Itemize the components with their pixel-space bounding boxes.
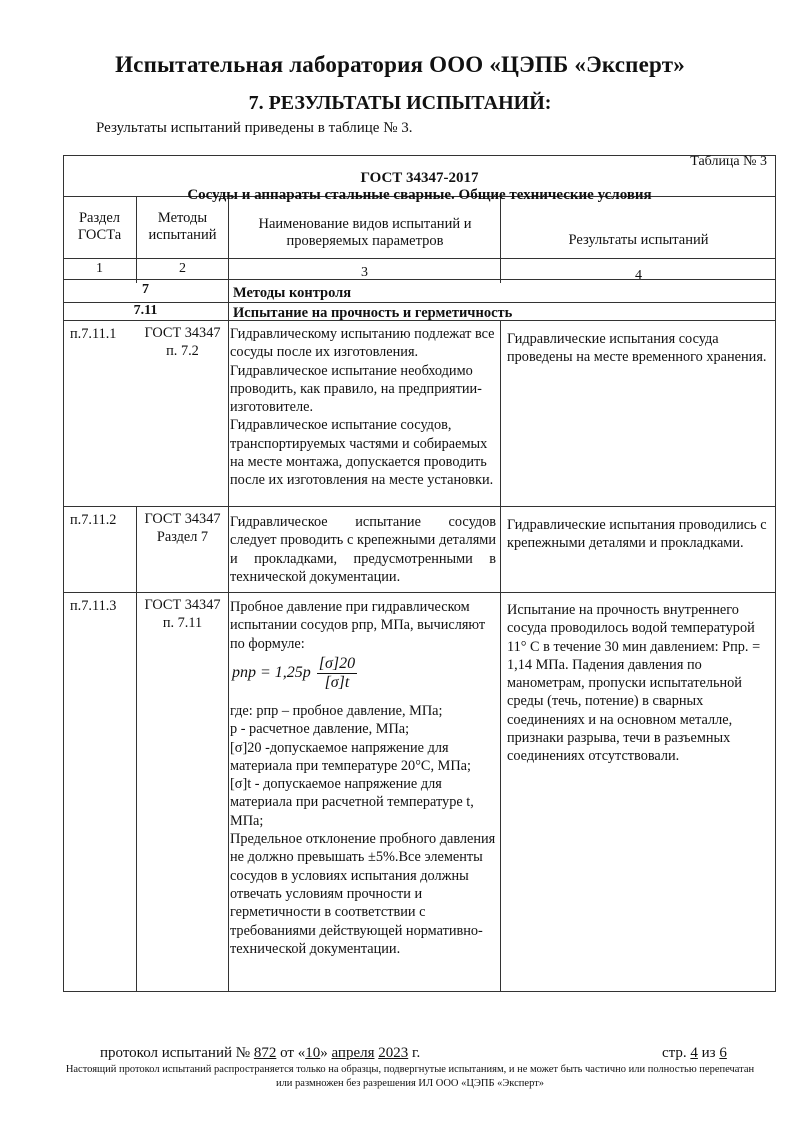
protocol-year: 2023 xyxy=(378,1045,409,1061)
protocol-number: 872 xyxy=(253,1045,277,1061)
disclaimer: Настоящий протокол испытаний распространяется только на образцы, подвергнутые испытаниям, и не может быть частично или полностью перепечатан или размножен без разрешения ИЛ ООО «ЦЭПБ «Эксперт» xyxy=(65,1064,755,1090)
protocol-day: 10 xyxy=(305,1045,321,1061)
page-counter xyxy=(662,1045,727,1062)
subsection-number: 7.11 xyxy=(133,303,158,318)
legend-line: [σ]t - допускаемое напряжение для материала при расчетной температуре t, МПа; xyxy=(230,776,474,829)
row-method: ГОСТ 34347 п. 7.11 xyxy=(144,597,221,631)
row-params xyxy=(230,513,496,586)
lab-title: Испытательная лаборатория ООО «ЦЭПБ «Эксперт» xyxy=(115,52,685,77)
intro-text: Результаты испытаний приведены в таблице № 3. xyxy=(96,120,413,136)
row-clause: п.7.11.2 xyxy=(70,512,117,528)
row-params xyxy=(230,325,496,490)
protocol-prefix: протокол испытаний № xyxy=(100,1045,251,1061)
page-of: из xyxy=(701,1045,716,1061)
param-paragraph: Гидравлическое испытание сосудов следует проводить с крепежными деталями и прокладками, предусмотренными в технической документации. xyxy=(230,514,496,585)
formula-denominator: [σ]t xyxy=(324,674,350,691)
row-result: Испытание на прочность внутреннего сосуда проводилось водой температурой 11° С в течение 30 мин давлением: Рпр. = 1,14 МПа. Падения давления по манометрам, пропуски испытательной среды (течь, потение) в сварных соединениях и на основном металле, признаки разрыва, течи в разъемных соединениях отсутствовали. xyxy=(507,602,761,765)
table-caption: Таблица № 3 xyxy=(690,154,767,169)
table-rule xyxy=(63,592,776,593)
section-title: 7. РЕЗУЛЬТАТЫ ИСПЫТАНИЙ: xyxy=(248,92,552,114)
table-rule xyxy=(63,258,776,259)
column-header: Раздел ГОСТа xyxy=(77,210,122,244)
row-clause: п.7.11.3 xyxy=(70,598,117,614)
standard-code: ГОСТ 34347-2017 xyxy=(360,170,479,186)
formula-numerator: [σ]20 xyxy=(318,655,356,672)
protocol-reference: протокол испытаний № 872 от «10» апреля 2023 г. xyxy=(100,1045,421,1061)
legend-line: где: pпр – пробное давление, МПа; xyxy=(230,703,443,719)
row-method: ГОСТ 34347 Раздел 7 xyxy=(144,511,221,545)
legend-line: [σ]20 -допускаемое напряжение для материала при температуре 20°С, МПа; xyxy=(230,739,471,774)
table-rule xyxy=(63,506,776,507)
column-header: Наименование видов испытаний и проверяемых параметров xyxy=(258,216,472,250)
section-title: Методы контроля xyxy=(233,285,352,301)
pages-total: 6 xyxy=(719,1045,727,1061)
subsection-title: Испытание на прочность и герметичность xyxy=(233,305,513,321)
formula-fraction xyxy=(317,655,357,692)
row-result: Гидравлические испытания сосуда проведены на месте временного хранения. xyxy=(507,331,767,366)
column-number: 1 xyxy=(96,261,103,276)
column-header: Результаты испытаний xyxy=(568,232,709,248)
section-number: 7 xyxy=(142,282,149,297)
column-number: 3 xyxy=(361,265,368,280)
row-params xyxy=(230,598,496,653)
legend-line: p - расчетное давление, МПа; xyxy=(230,721,410,738)
column-number: 4 xyxy=(635,268,642,283)
table-rule xyxy=(136,506,137,992)
row-result: Гидравлические испытания проводились с крепежными деталями и прокладками. xyxy=(507,517,767,552)
param-paragraph: Гидравлическое испытание необходимо проводить, как правило, на предприятии-изготовителе. xyxy=(230,362,482,416)
row-method: ГОСТ 34347 п. 7.2 xyxy=(144,325,221,359)
row-clause: п.7.11.1 xyxy=(70,326,117,342)
formula-lhs: pпр = 1,25p xyxy=(232,664,311,682)
column-number: 2 xyxy=(179,261,186,276)
page-prefix: стр. xyxy=(662,1045,687,1061)
page-number: 4 xyxy=(690,1045,698,1061)
date-from: от « xyxy=(280,1045,306,1061)
table-rule xyxy=(500,320,501,992)
param-paragraph: Пробное давление при гидравлическом испытании сосудов pпр, МПа, вычисляют по формуле: xyxy=(230,599,486,652)
test-pressure-formula xyxy=(232,655,357,692)
table-rule xyxy=(228,196,229,992)
formula-legend xyxy=(230,702,496,958)
column-header: Методы испытаний xyxy=(148,210,217,244)
protocol-month: апреля xyxy=(331,1045,375,1061)
year-suffix: г. xyxy=(411,1045,421,1061)
param-paragraph: Гидравлическое испытание сосудов, транспортируемых частями и собираемых на месте монтажа, допускается проводить после их изготовления на месте установки. xyxy=(230,417,494,489)
standard-title: Сосуды и аппараты стальные сварные. Общие технические условия xyxy=(187,187,652,203)
param-paragraph: Гидравлическому испытанию подлежат все сосуды после их изготовления. xyxy=(230,326,495,361)
legend-line: Предельное отклонение пробного давления не должно превышать ±5%.Все элементы сосудов в условиях испытания должны отвечать условиям прочности и герметичности в соответствии с требованиями действующей нормативно-технической документации. xyxy=(230,831,496,957)
